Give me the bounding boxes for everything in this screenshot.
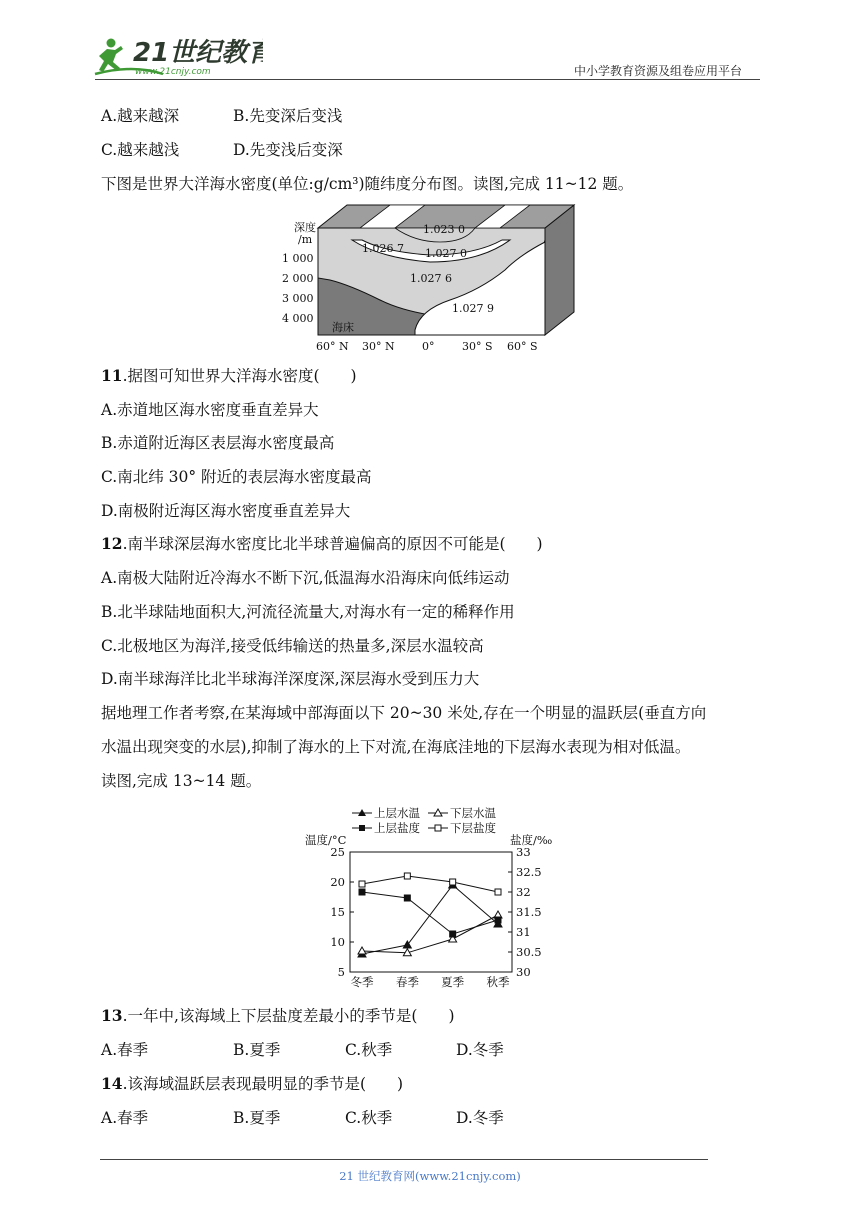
series-line-0 [362, 885, 498, 954]
legend-upper-sal: 上层盐度 [374, 821, 420, 835]
density-label-1-0276: 1.027 6 [410, 272, 452, 285]
q11-stem [101, 366, 357, 386]
intro-density: 下图是世界大洋海水密度(单位:g/cm³)随纬度分布图。读图,完成 11~12 题。 [101, 175, 634, 193]
q12-option-d: D.南半球海洋比北半球海洋深度深,深层海水受到压力大 [101, 670, 480, 688]
legend-lower-temp: 下层水温 [450, 806, 496, 820]
q14-option-c: C.秋季 [345, 1109, 393, 1127]
q14-number: 14 [101, 1074, 123, 1093]
q11-option-b: B.赤道附近海区表层海水密度最高 [101, 434, 335, 452]
series-2-point [495, 917, 501, 923]
x-tick-label: 夏季 [441, 975, 465, 989]
runner-logo-icon [93, 34, 263, 78]
q13-text: .一年中,该海域上下层盐度差最小的季节是( ) [122, 1007, 455, 1025]
density-label-1-0270: 1.027 0 [425, 247, 467, 260]
x-tick-label: 春季 [395, 975, 419, 989]
series-line-3 [362, 876, 498, 892]
density-label-1-0267: 1.026 7 [362, 242, 404, 255]
legend-marker-upper-sal [359, 825, 365, 831]
logo-text: 21世纪教育 [133, 38, 263, 68]
lat-tick-30n: 30° N [362, 340, 395, 353]
q14-option-a: A.春季 [101, 1109, 149, 1127]
q12-text: .南半球深层海水密度比北半球普遍偏高的原因不可能是( ) [122, 535, 543, 553]
temperature-salinity-chart [300, 800, 565, 995]
q11-option-d: D.南极附近海区海水密度垂直差异大 [101, 502, 351, 520]
q12-number: 12 [101, 534, 123, 553]
x-tick-label: 冬季 [350, 975, 374, 989]
lat-tick-60s: 60° S [507, 340, 538, 353]
intro-thermocline-line1: 据地理工作者考察,在某海域中部海面以下 20~30 米处,存在一个明显的温跃层(垂直方向 [101, 704, 707, 722]
depth-tick-2000: 2 000 [282, 272, 314, 285]
q13-option-d: D.冬季 [456, 1041, 504, 1059]
q14-option-b: B.夏季 [233, 1109, 281, 1127]
q10-option-b: B.先变深后变浅 [233, 107, 343, 125]
q12-stem [101, 534, 543, 554]
q14-text: .该海域温跃层表现最明显的季节是( ) [122, 1075, 404, 1093]
series-3-point [404, 873, 410, 879]
header-divider [95, 79, 760, 80]
q13-stem [101, 1006, 455, 1026]
y-left-tick-label: 20 [330, 875, 345, 889]
depth-tick-4000: 4 000 [282, 312, 314, 325]
depth-tick-3000: 3 000 [282, 292, 314, 305]
series-3-point [495, 889, 501, 895]
series-3-point [450, 879, 456, 885]
series-2-point [450, 931, 456, 937]
lat-tick-30s: 30° S [462, 340, 493, 353]
lat-tick-0: 0° [422, 340, 435, 353]
y-right-tick-label: 32 [516, 885, 531, 899]
legend-lower-sal: 下层盐度 [450, 821, 496, 835]
footer-site: 21 世纪教育网(www.21cnjy.com) [339, 1169, 521, 1183]
y-left-tick-label: 15 [330, 905, 345, 919]
q13-option-b: B.夏季 [233, 1041, 281, 1059]
y-axis-right-label: 盐度/‰ [510, 833, 553, 847]
depth-unit: /m [298, 233, 313, 246]
plot-frame [350, 852, 512, 972]
q10-option-a: A.越来越深 [101, 107, 180, 125]
lat-tick-60n: 60° N [316, 340, 349, 353]
q13-option-a: A.春季 [101, 1041, 149, 1059]
y-right-tick-label: 33 [516, 845, 531, 859]
y-right-tick-label: 32.5 [516, 865, 542, 879]
seabed-label: 海床 [332, 321, 354, 334]
q13-option-c: C.秋季 [345, 1041, 393, 1059]
q12-option-b: B.北半球陆地面积大,河流径流量大,对海水有一定的稀释作用 [101, 603, 515, 621]
q11-option-a: A.赤道地区海水密度垂直差异大 [101, 401, 319, 419]
series-3-point [359, 881, 365, 887]
chart-legend [352, 806, 496, 835]
depth-label: 深度 [294, 221, 316, 234]
series-2-point [404, 895, 410, 901]
q10-option-c: C.越来越浅 [101, 141, 180, 159]
q10-option-d: D.先变浅后变深 [233, 141, 343, 159]
logo-url: www.21cnjy.com [135, 67, 211, 77]
q11-number: 11 [101, 366, 123, 385]
footer-divider [100, 1159, 708, 1160]
intro-thermocline-line2: 水温出现突变的水层),抑制了海水的上下对流,在海底洼地的下层海水表现为相对低温。 [101, 738, 691, 756]
q12-option-c: C.北极地区为海洋,接受低纬输送的热量多,深层水温较高 [101, 637, 484, 655]
y-right-tick-label: 30 [516, 965, 531, 979]
series-2-point [359, 889, 365, 895]
series-line-1 [362, 915, 498, 953]
legend-marker-lower-sal [435, 825, 441, 831]
series-line-2 [362, 892, 498, 934]
density-label-1-0230: 1.023 0 [423, 223, 465, 236]
intro-thermocline-line3: 读图,完成 13~14 题。 [101, 772, 262, 790]
q14-option-d: D.冬季 [456, 1109, 504, 1127]
y-right-tick-label: 31 [516, 925, 531, 939]
density-label-1-0279: 1.027 9 [452, 302, 494, 315]
y-left-tick-label: 10 [330, 935, 345, 949]
series-1-point [358, 947, 366, 954]
y-axis-left-label: 温度/°C [305, 833, 347, 847]
legend-upper-temp: 上层水温 [374, 806, 420, 820]
y-right-tick-label: 30.5 [516, 945, 542, 959]
platform-name: 中小学教育资源及组卷应用平台 [574, 64, 743, 78]
y-left-tick-label: 25 [330, 845, 345, 859]
depth-tick-1000: 1 000 [282, 252, 314, 265]
q14-stem [101, 1074, 403, 1094]
y-right-tick-label: 31.5 [516, 905, 542, 919]
q12-option-a: A.南极大陆附近冷海水不断下沉,低温海水沿海床向低纬运动 [101, 569, 510, 587]
density-block-diagram [280, 200, 580, 355]
q11-text: .据图可知世界大洋海水密度( ) [122, 367, 357, 385]
q13-number: 13 [101, 1006, 123, 1025]
site-logo [93, 34, 263, 82]
q11-option-c: C.南北纬 30° 附近的表层海水密度最高 [101, 468, 372, 486]
x-tick-label: 秋季 [486, 975, 510, 989]
y-left-tick-label: 5 [337, 965, 345, 979]
